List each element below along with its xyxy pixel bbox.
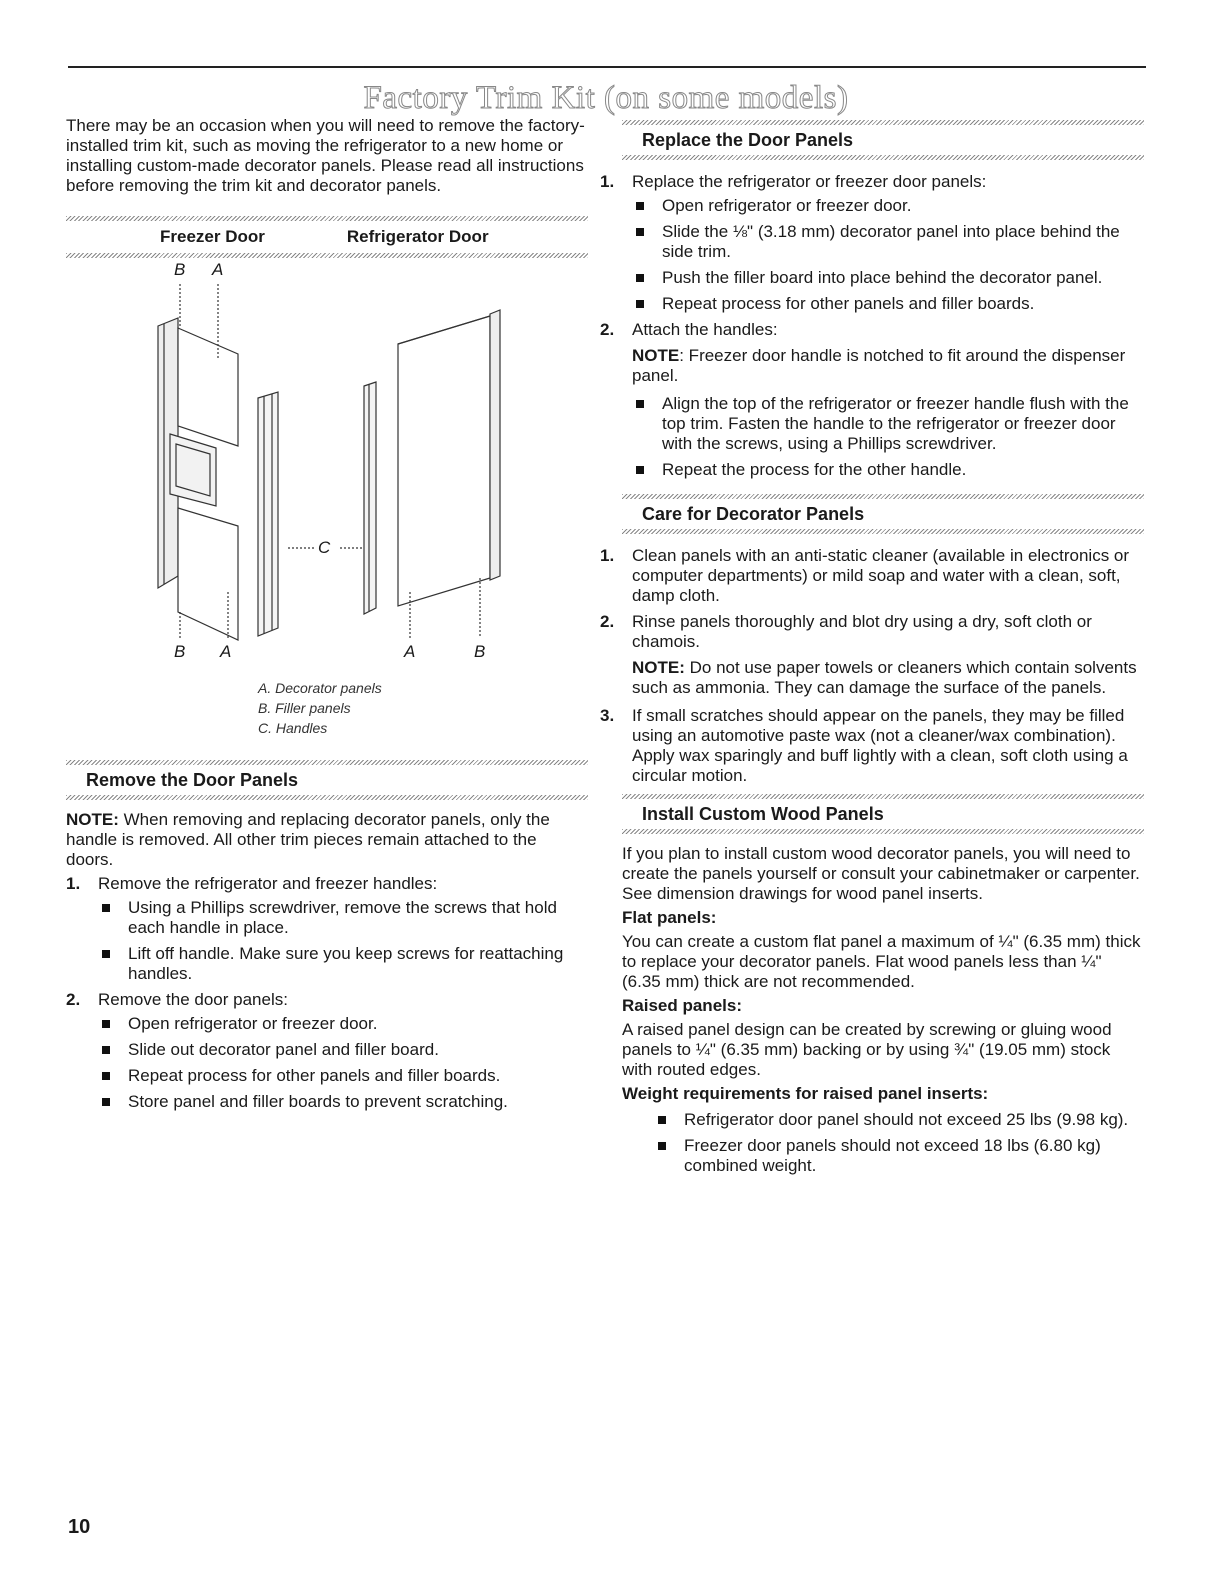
note-text: : Freezer door handle is notched to fit around the dispenser panel.	[632, 346, 1126, 385]
step-number: 1.	[600, 546, 615, 565]
step-item	[600, 320, 1144, 480]
bullet-list	[98, 1014, 588, 1112]
bullet-item: Push the filler board into place behind the decorator panel.	[632, 268, 1144, 288]
step-number: 2.	[600, 612, 615, 631]
note-label: NOTE	[632, 346, 680, 365]
note-text: When removing and replacing decorator panels, only the handle is removed. All other trim pieces remain attached to the doors.	[66, 810, 550, 869]
step-number: 1.	[600, 172, 615, 191]
bullet-item: Lift off handle. Make sure you keep screws for reattaching handles.	[98, 944, 588, 984]
bullet-list	[632, 196, 1144, 314]
callout-a-top: A	[212, 260, 224, 279]
figure-header	[66, 221, 588, 253]
bullet-item: Refrigerator door panel should not exceed 25 lbs (9.98 kg).	[654, 1110, 1144, 1130]
callout-b-right: B	[474, 642, 486, 661]
remove-note	[66, 810, 588, 870]
callout-a-right: A	[404, 642, 416, 661]
step-text: Remove the refrigerator and freezer handles:	[98, 874, 438, 893]
raised-panels-text: A raised panel design can be created by screwing or gluing wood panels to ¼" (6.35 mm) backing or by using ¾" (19.05 mm) stock with routed edges.	[622, 1020, 1112, 1079]
step-item	[600, 172, 1144, 314]
callout-c: C	[318, 538, 331, 557]
note-label: NOTE:	[66, 810, 119, 829]
step-note	[632, 346, 1144, 386]
top-rule	[68, 66, 1146, 68]
step-number: 1.	[66, 874, 81, 893]
step-text: Rinse panels thoroughly and blot dry using a dry, soft cloth or chamois.	[632, 612, 1092, 651]
step-number: 3.	[600, 706, 615, 725]
step-text: Remove the door panels:	[98, 990, 288, 1009]
freezer-door-label: Freezer Door	[160, 227, 265, 246]
bullet-item: Repeat process for other panels and filler boards.	[632, 294, 1144, 314]
remove-steps	[66, 874, 588, 1112]
page-number: 10	[68, 1516, 91, 1538]
step-item	[66, 874, 588, 984]
bullet-item: Repeat process for other panels and filler boards.	[98, 1066, 588, 1086]
bullet-item: Store panel and filler boards to prevent scratching.	[98, 1092, 588, 1112]
bullet-list	[632, 394, 1144, 480]
step-text: Attach the handles:	[632, 320, 778, 339]
step-number: 2.	[600, 320, 615, 339]
step-item	[66, 990, 588, 1112]
bullet-item: Open refrigerator or freezer door.	[98, 1014, 588, 1034]
replace-steps	[600, 172, 1144, 480]
intro-paragraph: There may be an occasion when you will need to remove the factory-installed trim kit, such as moving the refrigerator to a new home or installing custom-made decorator panels. Please read all instructions before removing the trim kit and decorator panels.	[66, 116, 585, 195]
callout-b-left: B	[174, 642, 186, 661]
callout-a-left: A	[220, 642, 232, 661]
door-panel-illustration	[66, 258, 588, 678]
legend-item: C. Handles	[258, 720, 328, 736]
step-item	[600, 546, 1144, 606]
legend-item: A. Decorator panels	[258, 680, 382, 696]
step-note	[632, 658, 1144, 698]
step-text: If small scratches should appear on the panels, they may be filled using an automotive paste wax (not a cleaner/wax combination). Apply wax sparingly and buff lightly with a clean, soft cloth using a circular motion.	[632, 706, 1128, 785]
step-text: Replace the refrigerator or freezer door panels:	[632, 172, 987, 191]
note-text: Do not use paper towels or cleaners which contain solvents such as ammonia. They can damage the surface of the panels.	[632, 658, 1137, 697]
remove-panels-heading: Remove the Door Panels	[86, 770, 299, 790]
bullet-item: Slide out decorator panel and filler board.	[98, 1040, 588, 1060]
step-number: 2.	[66, 990, 81, 1009]
figure-legend	[258, 678, 588, 738]
refrigerator-door-label: Refrigerator Door	[346, 227, 489, 246]
bullet-item: Slide the ⅛" (3.18 mm) decorator panel into place behind the side trim.	[632, 222, 1144, 262]
weight-bullet-list	[654, 1110, 1144, 1176]
note-label: NOTE:	[632, 658, 685, 677]
bullet-item: Repeat the process for the other handle.	[632, 460, 1144, 480]
care-panels-heading: Care for Decorator Panels	[642, 504, 865, 524]
replace-panels-heading: Replace the Door Panels	[642, 130, 854, 150]
weight-requirements-heading: Weight requirements for raised panel inserts:	[622, 1084, 989, 1103]
bullet-item: Open refrigerator or freezer door.	[632, 196, 1144, 216]
legend-item: B. Filler panels	[258, 700, 351, 716]
step-item	[600, 612, 1144, 698]
install-panels-heading: Install Custom Wood Panels	[642, 804, 884, 824]
page-title: Factory Trim Kit (on some models)	[363, 80, 849, 116]
callout-b-top: B	[174, 260, 186, 279]
flat-panels-text: You can create a custom flat panel a maximum of ¼" (6.35 mm) thick to replace your decorator panels. Flat wood panels less than ¼" (6.35 mm) thick are not recommended.	[622, 932, 1141, 991]
flat-panels-heading: Flat panels:	[622, 908, 717, 927]
bullet-item: Align the top of the refrigerator or freezer handle flush with the top trim. Fasten the handle to the refrigerator or freezer door with the screws, using a Phillips screwdriver.	[632, 394, 1144, 454]
step-item	[600, 706, 1144, 786]
right-column	[600, 116, 1144, 1182]
raised-panels-heading: Raised panels:	[622, 996, 742, 1015]
left-column	[66, 116, 588, 1118]
care-steps	[600, 546, 1144, 786]
install-intro: If you plan to install custom wood decorator panels, you will need to create the panels yourself or consult your cabinetmaker or carpenter. See dimension drawings for wood panel inserts.	[622, 844, 1140, 903]
bullet-list	[98, 898, 588, 984]
door-panel-figure	[66, 258, 588, 678]
bullet-item: Using a Phillips screwdriver, remove the screws that hold each handle in place.	[98, 898, 588, 938]
step-text: Clean panels with an anti-static cleaner (available in electronics or computer departments) or mild soap and water with a clean, soft, damp cloth.	[632, 546, 1130, 605]
bullet-item: Freezer door panels should not exceed 18 lbs (6.80 kg) combined weight.	[654, 1136, 1144, 1176]
